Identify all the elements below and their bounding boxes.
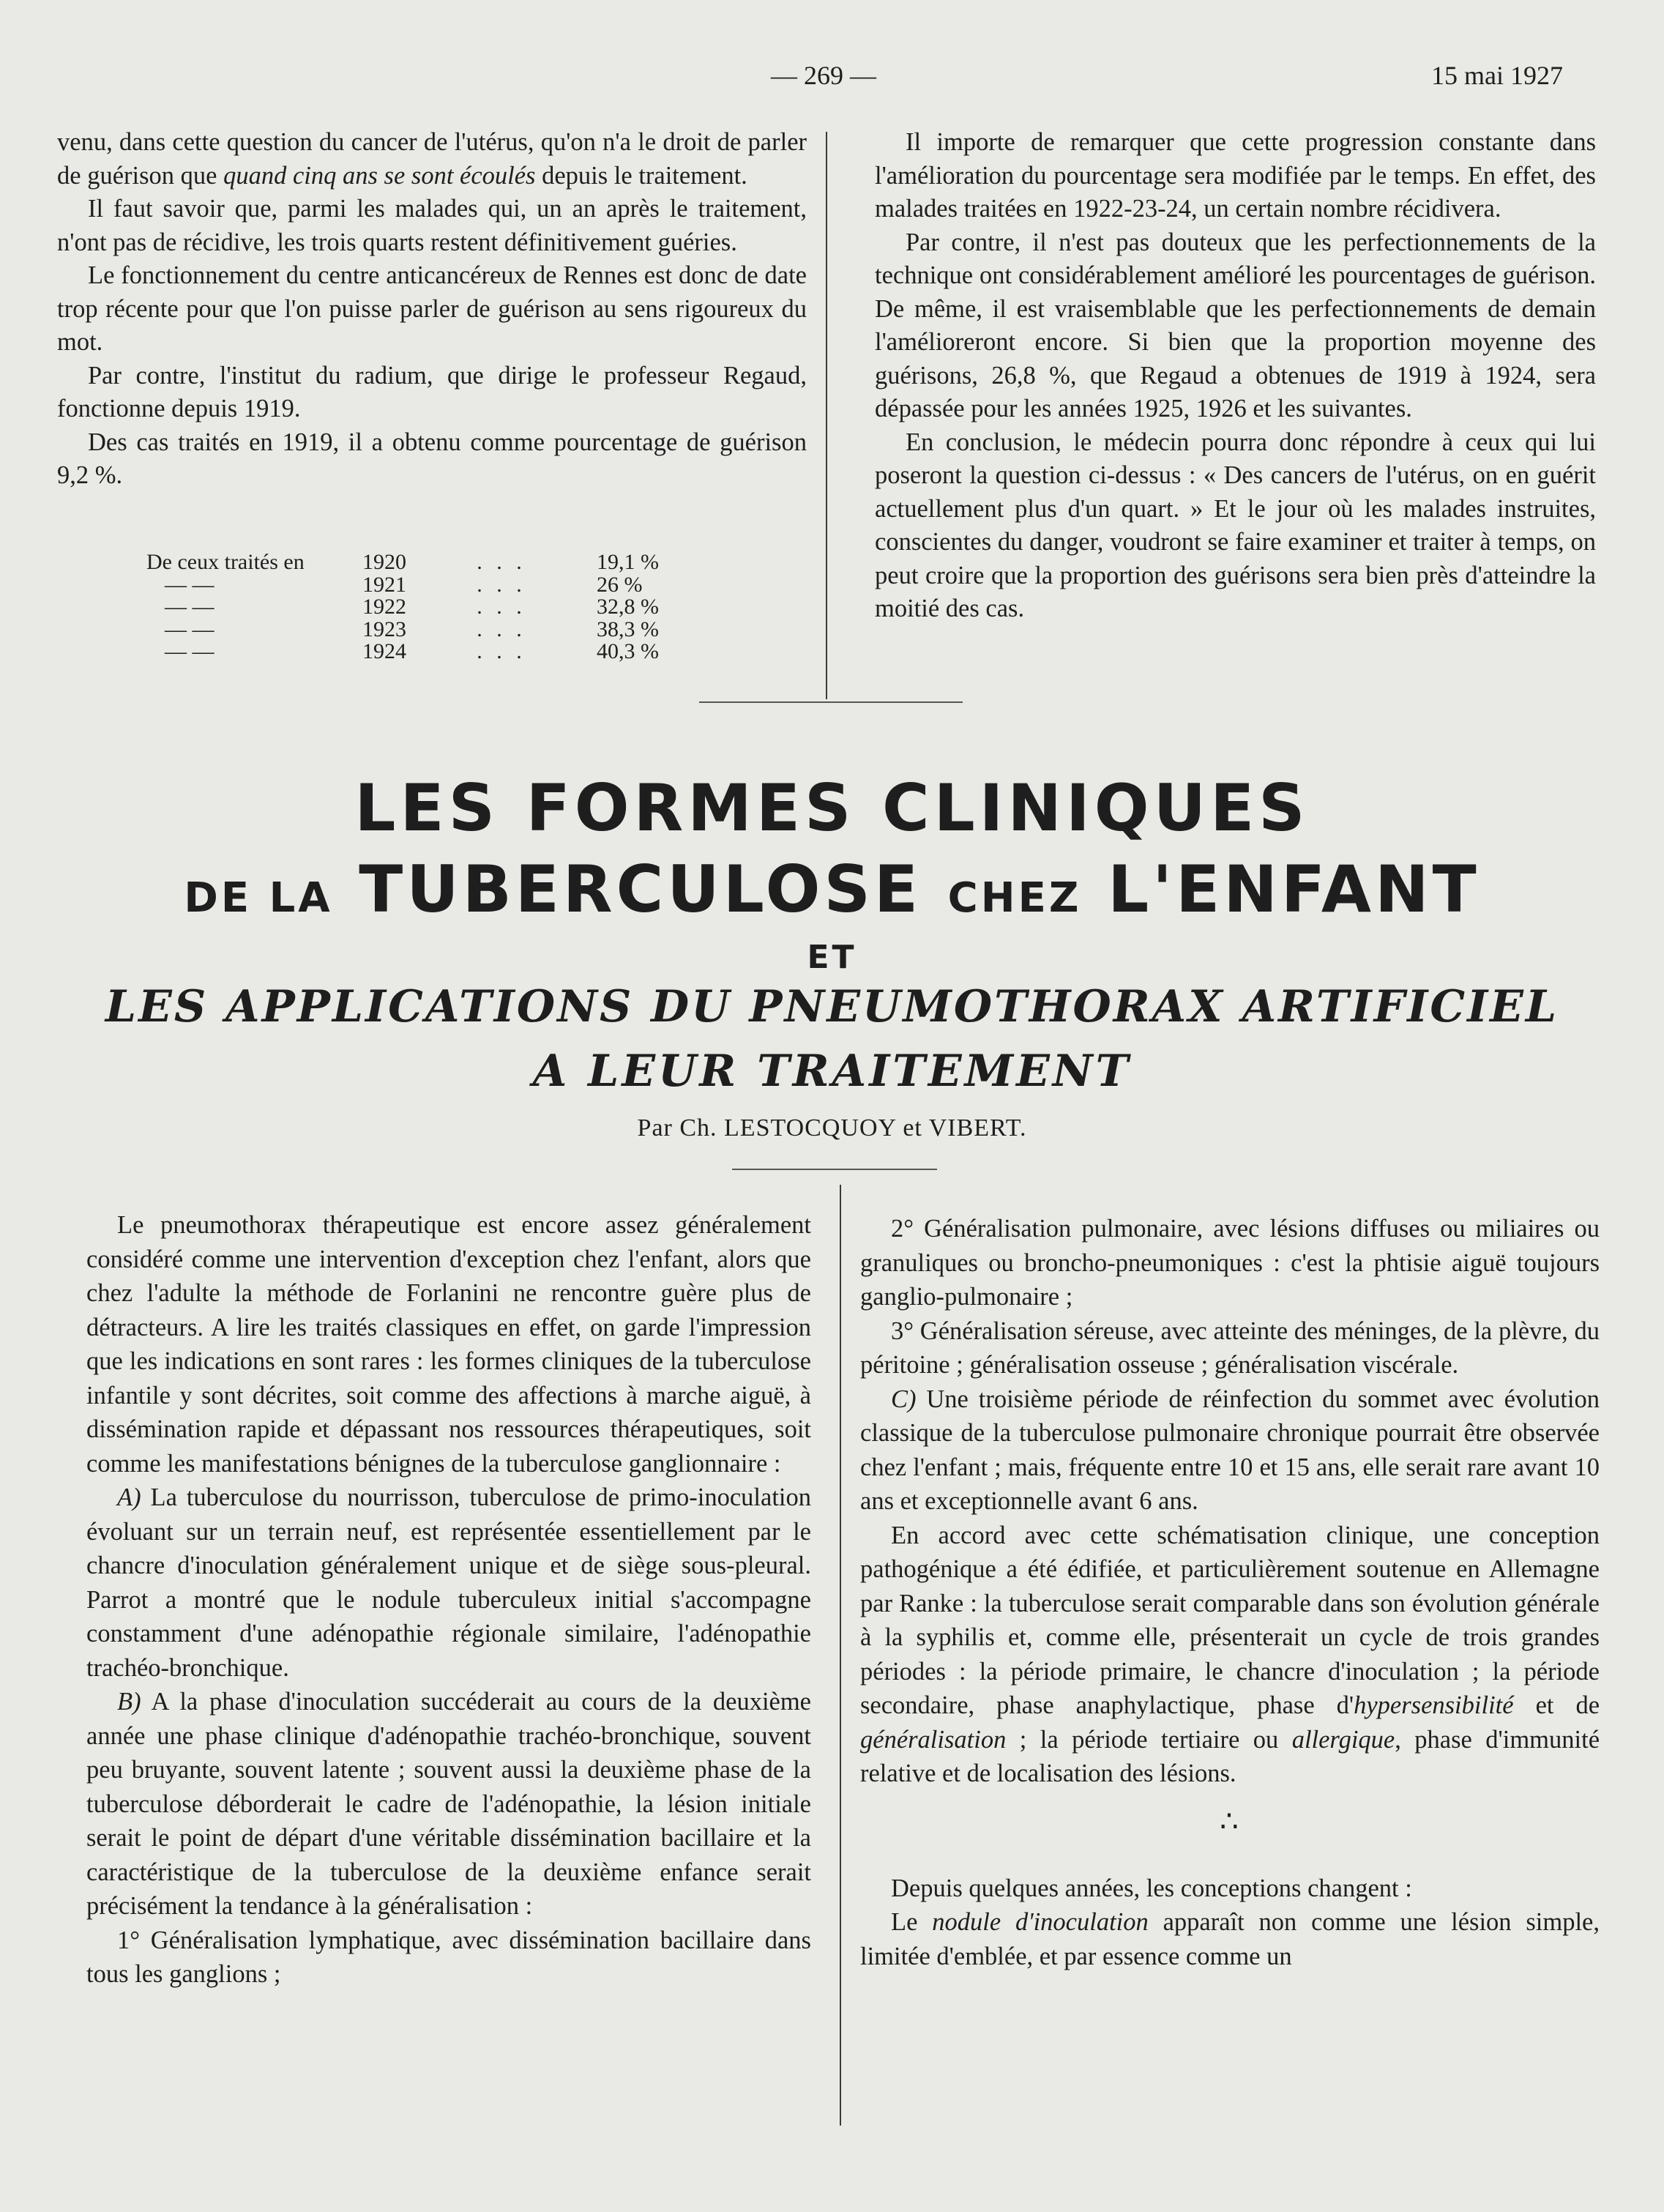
column-divider [840,1185,841,2126]
article-subtitle-line-2: A LEUR TRAITEMENT [532,1046,1132,1097]
table-row [146,596,732,619]
table-cell-leader: . . . [477,572,526,597]
table-cell-year: 1924 [362,639,406,663]
table-cell-value: 19,1 % [597,550,659,574]
table-cell-label: De ceux traités en [146,550,305,574]
table-cell-label: — — [165,617,214,641]
table-cell-label: — — [165,595,214,619]
cure-rate-table [146,551,732,663]
section-break-ornament: ∴ [1220,1804,1240,1838]
article-title-conjunction: ET [807,939,857,976]
article-left-column [86,1208,811,1992]
table-cell-value: 32,8 % [597,595,659,619]
page-date: 15 mai 1927 [1431,61,1563,90]
page-number: — 269 — [771,61,876,90]
paragraph: Le fonctionnement du centre anticancéreux de Rennes est donc de date trop récente pour que l'on puisse parler de guérison au sens rigoureux du mot. [57,261,807,356]
paragraph: 2° Généralisation pulmonaire, avec lésions diffuses ou miliaires ou granuliques ou broncho-pneumoniques : c'est la phtisie aiguë toujours ganglio-pulmonaire ; [860,1215,1600,1311]
paragraph: Il importe de remarquer que cette progression constante dans l'amélioration du pourcentage sera modifiée par le temps. En effet, des malades traitées en 1922-23-24, un certain nombre récidivera. [875,128,1596,223]
table-cell-year: 1921 [362,572,406,597]
table-cell-year: 1922 [362,595,406,619]
paragraph: En accord avec cette schématisation clinique, une conception pathogénique a été édifiée, et particulièrement soutenue en Allemagne par Ranke : la tuberculose serait comparable dans son évolution générale à la syphilis et, comme elle, présenterait un cycle de trois grandes périodes : la période primaire, le chancre d'inoculation ; la période secondaire, phase anaphylactique, phase d'hypersensibilité et de généralisation ; la période tertiaire ou allergique, phase d'immunité relative et de localisation des lésions. [860,1521,1600,1787]
table-cell-label: — — [165,572,214,597]
article-byline: Par Ch. LESTOCQUOY et VIBERT. [637,1114,1027,1142]
paragraph: Le nodule d'inoculation apparaît non comme une lésion simple, limitée d'emblée, et par essence comme un [860,1908,1600,1970]
paragraph: Il faut savoir que, parmi les malades qui, un an après le traitement, n'ont pas de récidive, les trois quarts restent définitivement guéries. [57,195,807,256]
table-cell-leader: . . . [477,617,526,641]
byline-rule [732,1169,937,1170]
top-left-column [57,126,807,493]
table-cell-value: 26 % [597,572,643,597]
paragraph: Des cas traités en 1919, il a obtenu comme pourcentage de guérison 9,2 %. [57,428,807,489]
article-title-line-2 [0,852,1664,927]
paragraph: Le pneumothorax thérapeutique est encore assez généralement considéré comme une intervention d'exception chez l'enfant, alors que chez l'adulte la méthode de Forlanini ne rencontre guère plus de détracteurs. A lire les traités classiques en effet, on garde l'impression que les indications en sont rares : les formes cliniques de la tuberculose infantile y sont décrites, soit comme des affections à marche aiguë, à dissémination rapide et dépassant nos ressources thérapeutiques, soit comme les manifestations bénignes de la tuberculose ganglionnaire : [86,1211,811,1478]
paragraph: En conclusion, le médecin pourra donc répondre à ceux qui lui poseront la question ci-dessus : « Des cancers de l'utérus, on en guérit actuellement plus d'un quart. » Et le jour où les malades instruites, conscientes du danger, voudront se faire examiner et traiter à temps, on peut croire que la proportion des guérisons sera bien près d'atteindre la moitié des cas. [875,428,1596,622]
title-word: DE LA [184,874,333,922]
table-cell-leader: . . . [477,595,526,619]
section-separator [699,701,963,703]
title-word: TUBERCULOSE [359,852,922,927]
top-right-column [875,126,1596,626]
table-row [146,551,732,574]
paragraph: C) Une troisième période de réinfection du sommet avec évolution classique de la tuberculose pulmonaire chronique pourrait être observée chez l'enfant ; mais, fréquente entre 10 et 15 ans, elle serait rare avant 10 ans et exceptionnelle avant 6 ans. [860,1385,1600,1515]
article-title-line-1: LES FORMES CLINIQUES [354,770,1310,846]
table-row [146,641,732,663]
paragraph: Par contre, l'institut du radium, que dirige le professeur Regaud, fonctionne depuis 1919. [57,361,807,422]
table-cell-leader: . . . [477,639,526,663]
table-cell-value: 40,3 % [597,639,659,663]
column-divider [826,132,827,699]
table-row [146,574,732,597]
table-cell-leader: . . . [477,550,526,574]
paragraph: venu, dans cette question du cancer de l'utérus, qu'on n'a le droit de parler de guérison que quand cinq ans se sont écoulés depuis le traitement. [57,128,807,190]
table-cell-value: 38,3 % [597,617,659,641]
table-cell-year: 1920 [362,550,406,574]
table-cell-year: 1923 [362,617,406,641]
article-subtitle-line-1: LES APPLICATIONS DU PNEUMOTHORAX ARTIFICIEL [105,981,1559,1032]
paragraph: Depuis quelques années, les conceptions changent : [891,1874,1412,1902]
title-word: CHEZ [947,874,1082,922]
paragraph: Par contre, il n'est pas douteux que les perfectionnements de la technique ont considérablement amélioré les pourcentages de guérison. De même, il est vraisemblable que les perfectionnements de demain l'amélioreront encore. Si bien que la proportion moyenne des guérisons, 26,8 %, que Regaud a obtenues de 1919 à 1924, sera dépassée pour les années 1925, 1926 et les suivantes. [875,228,1596,422]
article-right-column [860,1212,1600,1973]
title-word: L'ENFANT [1108,852,1480,927]
paragraph: 1° Généralisation lymphatique, avec dissémination bacillaire dans tous les ganglions ; [86,1926,811,1988]
paragraph: A) La tuberculose du nourrisson, tuberculose de primo-inoculation évoluant sur un terrain neuf, est représentée essentiellement par le chancre d'inoculation généralement unique et de siège sous-pleural. Parrot a montré que le nodule tuberculeux initial s'accompagne constamment d'une adénopathie régionale similaire, l'adénopathie trachéo-bronchique. [86,1483,812,1682]
table-row [146,619,732,641]
paragraph: 3° Généralisation séreuse, avec atteinte des méninges, de la plèvre, du péritoine ; généralisation osseuse ; généralisation viscérale. [860,1317,1600,1379]
paragraph: B) A la phase d'inoculation succéderait au cours de la deuxième année une phase clinique d'adénopathie trachéo-bronchique, souvent peu bruyante, souvent latente ; souvent aussi la deuxième phase de la tuberculose déborderait le cadre de l'adénopathie, la lésion initiale serait le point de départ d'une véritable dissémination bacillaire et la caractéristique de la tuberculose de la deuxième enfance serait précisément la tendance à la généralisation : [86,1688,811,1920]
table-cell-label: — — [165,639,214,663]
